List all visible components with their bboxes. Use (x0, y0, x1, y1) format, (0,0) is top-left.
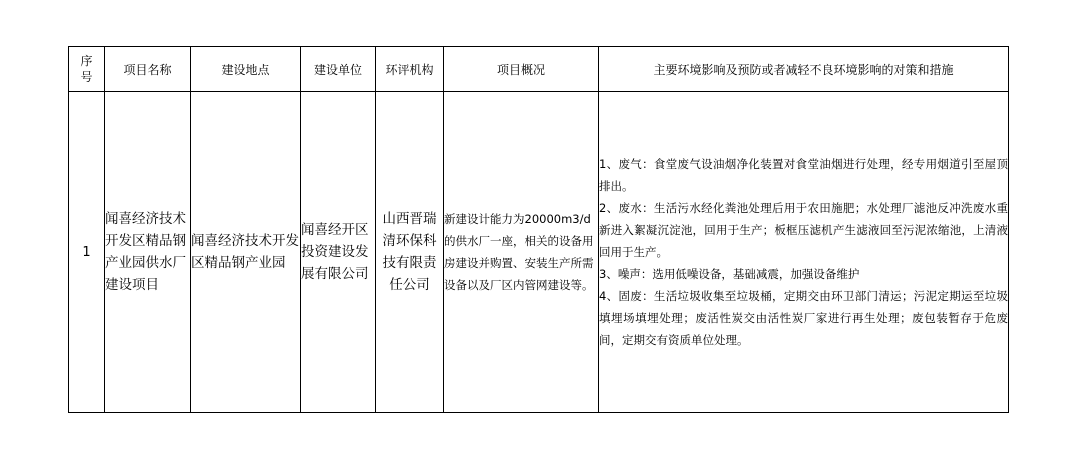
cell-location: 闻喜经济技术开发区精品钢产业园 (191, 92, 301, 413)
measure-air: 1、废气：食堂废气设油烟净化装置对食堂油烟进行处理，经专用烟道引至屋顶排出。 (599, 157, 1008, 193)
header-unit: 建设单位 (301, 47, 376, 92)
table-row (69, 92, 1009, 413)
header-measures: 主要环境影响及预防或者减轻不良环境影响的对策和措施 (599, 47, 1009, 92)
header-location: 建设地点 (191, 47, 301, 92)
cell-measures (599, 92, 1009, 413)
cell-project-name: 闻喜经济技术开发区精品钢产业园供水厂建设项目 (105, 92, 191, 413)
cell-summary: 新建设计能力为20000m3/d的供水厂一座，相关的设备用房建设并购置、安装生产所需设备以及厂区内管网建设等。 (444, 92, 599, 413)
cell-unit: 闻喜经开区投资建设发展有限公司 (301, 92, 376, 413)
header-no (69, 47, 105, 92)
header-summary: 项目概况 (444, 47, 599, 92)
measure-solid-waste: 4、固废：生活垃圾收集至垃圾桶，定期交由环卫部门清运；污泥定期运至垃圾填埋场填埋处理；废活性炭交由活性炭厂家进行再生处理；废包装暂存于危废间，定期交有资质单位处理。 (599, 289, 1008, 347)
measure-noise: 3、噪声：选用低噪设备，基础减震，加强设备维护 (599, 267, 860, 281)
project-table (68, 46, 1009, 413)
cell-no: 1 (69, 92, 105, 413)
header-eia-org: 环评机构 (376, 47, 444, 92)
cell-eia-org: 山西晋瑞清环保科技有限责任公司 (376, 92, 444, 413)
header-no-label: 序号 (80, 54, 93, 84)
header-name: 项目名称 (105, 47, 191, 92)
table-header-row (69, 47, 1009, 92)
measure-water: 2、废水：生活污水经化粪池处理后用于农田施肥；水处理厂滤池反冲洗废水重新进入絮凝沉淀池，回用于生产；板框压滤机产生滤液回至污泥浓缩池，上清液回用于生产。 (599, 201, 1008, 259)
